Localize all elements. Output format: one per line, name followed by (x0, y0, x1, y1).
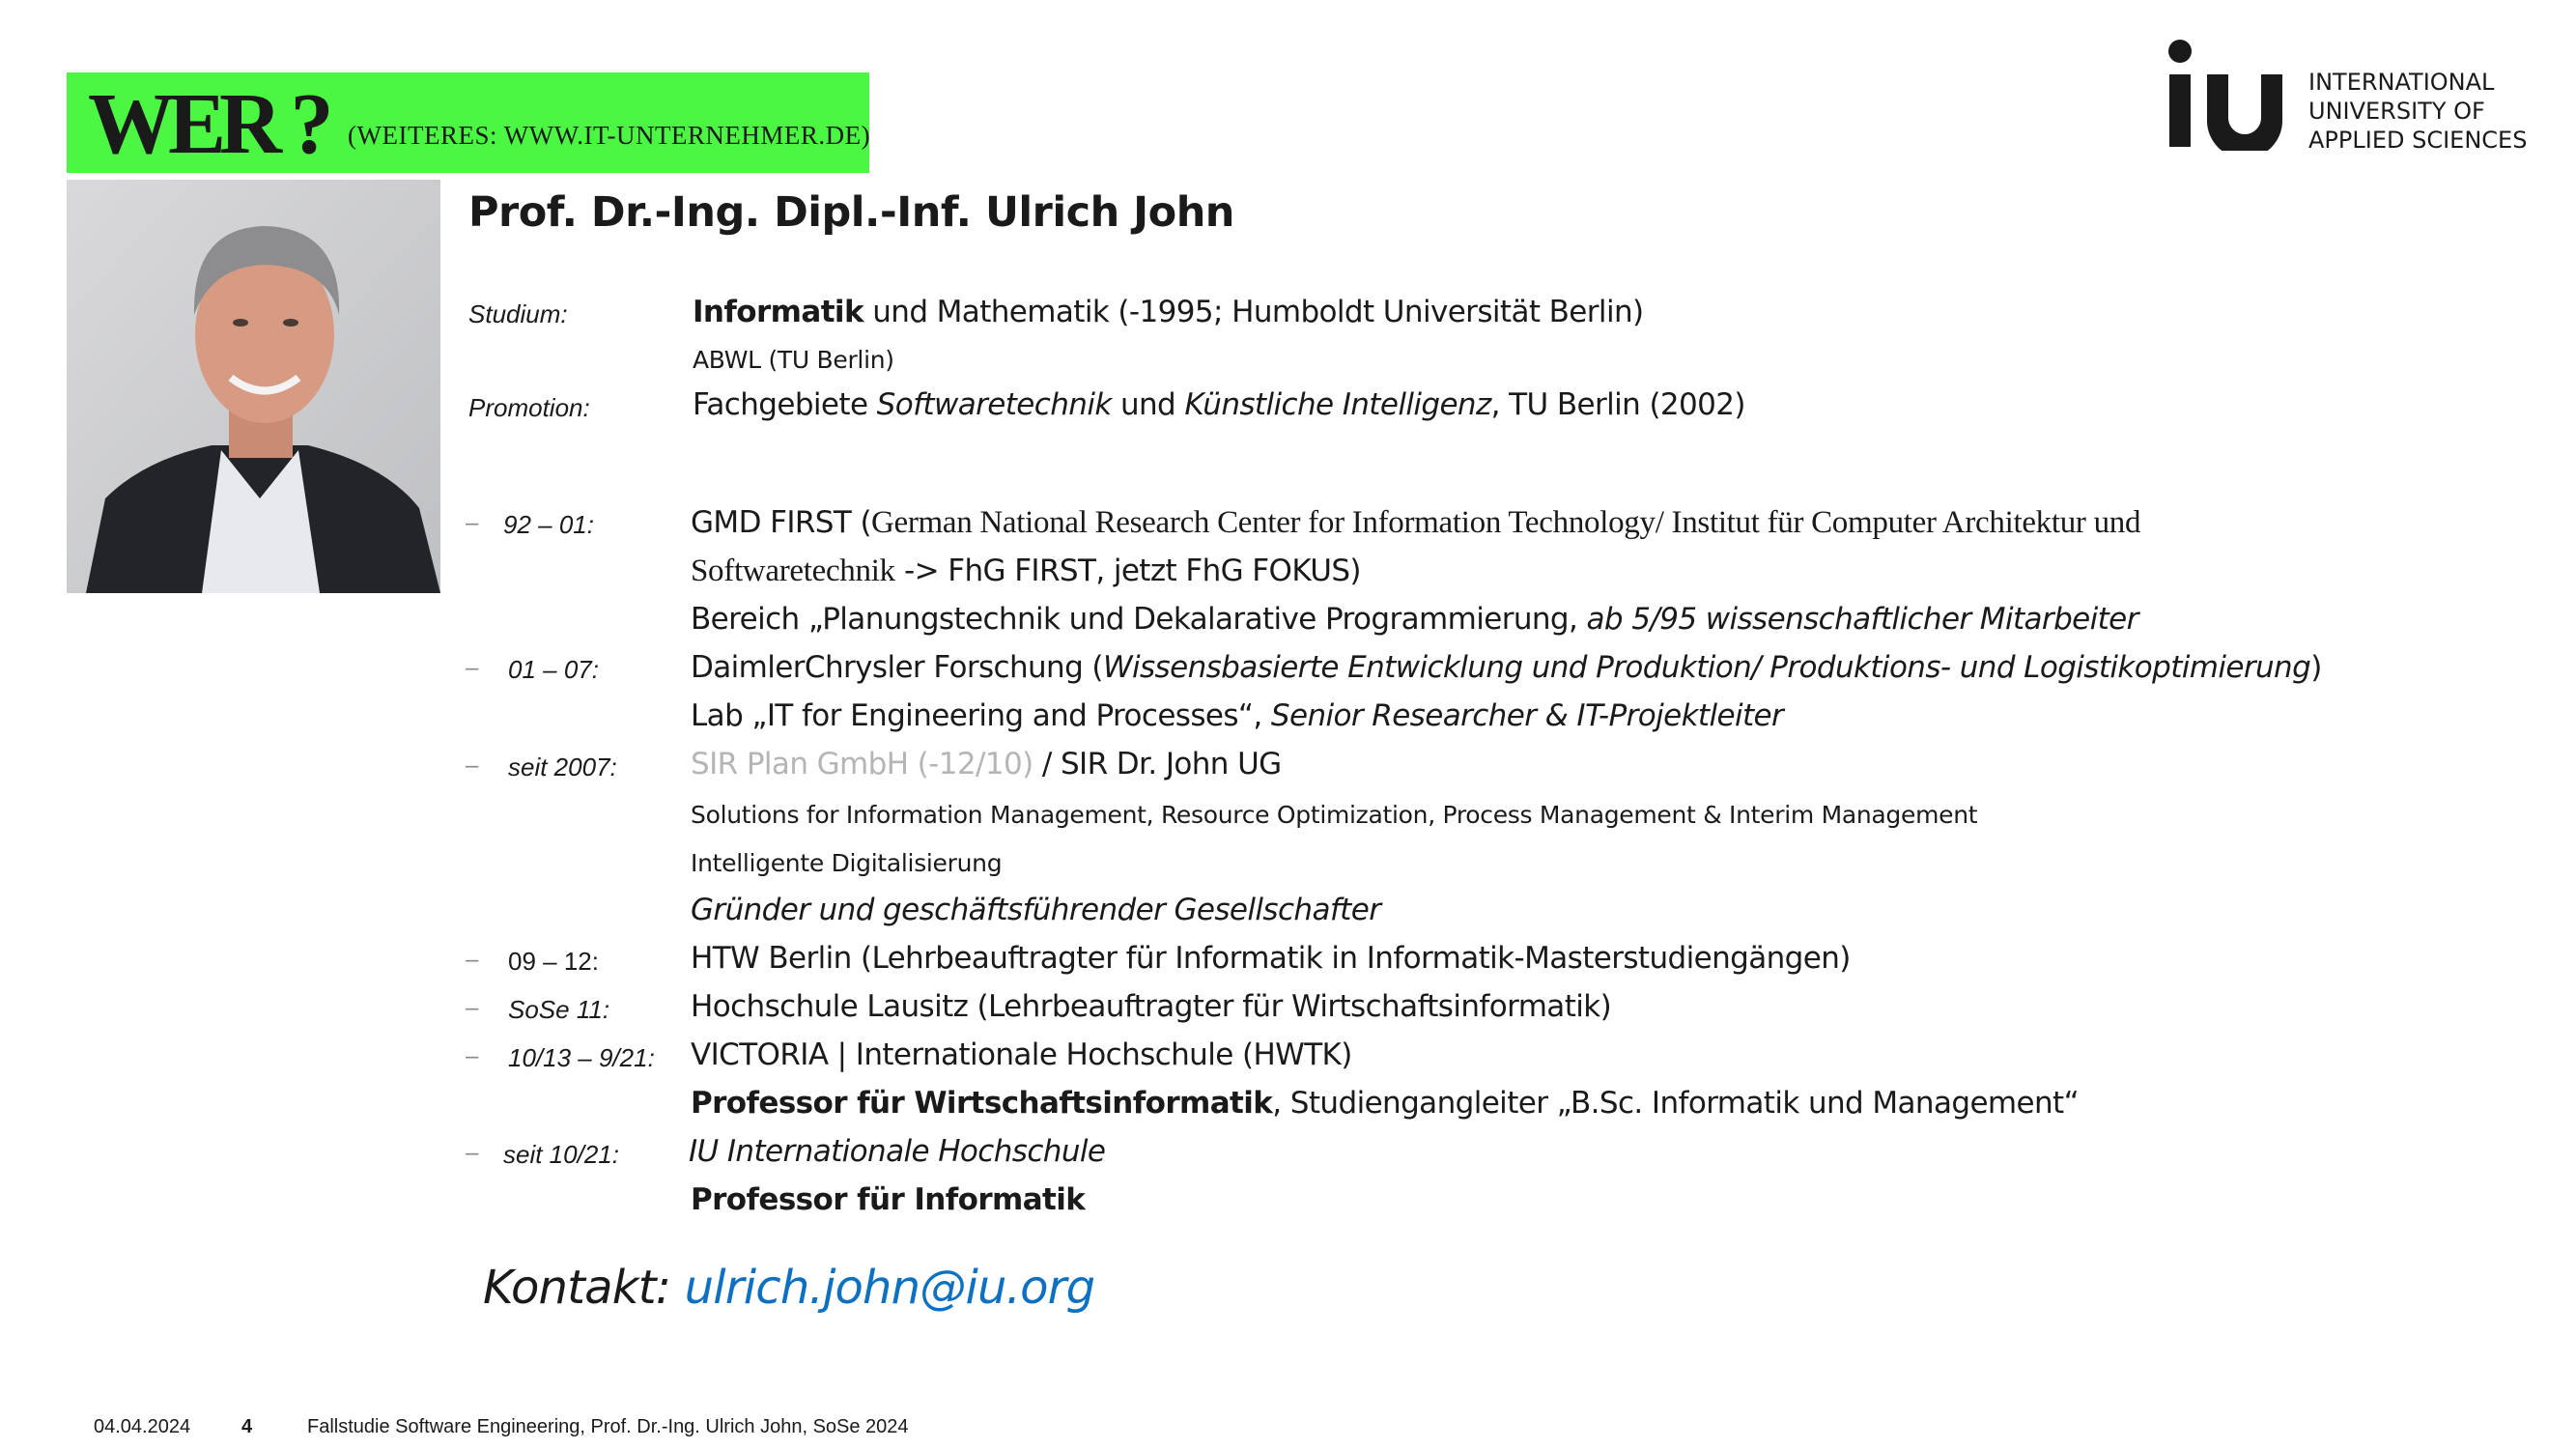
iu-role: Professor für Informatik (691, 1182, 1086, 1217)
studium-extra: ABWL (TU Berlin) (693, 346, 894, 374)
victoria-text: VICTORIA | Internationale Hochschule (HWTK) (691, 1037, 1352, 1072)
portrait-photo (67, 180, 440, 593)
dc-lab: Lab „IT for Engineering and Processes“, (691, 698, 1271, 733)
hsl-text: Hochschule Lausitz (Lehrbeauftragter für Wirtschaftsinformatik) (691, 989, 1612, 1024)
sir-solutions: Solutions for Information Management, Resource Optimization, Process Management & Interim Management (691, 801, 1978, 829)
dc-italic: Wissensbasierte Entwicklung und Produktion/ Produktions- und Logistikoptimierung (1102, 650, 2311, 685)
footer-date: 04.04.2024 (94, 1416, 191, 1437)
victoria-role-rest: , Studiengangleiter „B.Sc. Informatik und Management“ (1272, 1086, 2080, 1121)
dc-text-c: ) (2310, 650, 2322, 685)
htw-text: HTW Berlin (Lehrbeauftragter für Informatik in Informatik-Masterstudiengängen) (691, 941, 1851, 976)
bullet-dash: – (466, 947, 479, 973)
sir-current-company: / SIR Dr. John UG (1033, 747, 1282, 781)
sir-former-company: SIR Plan GmbH (-12/10) (691, 747, 1033, 781)
gmd-area: Bereich „Planungstechnik und Dekalarative Programmierung, (691, 602, 1587, 637)
slide-title: WER ? (88, 76, 327, 172)
bullet-dash: – (466, 1043, 479, 1069)
dc-period: 01 – 07: (508, 655, 599, 684)
gmd-text-a: GMD FIRST ( (691, 505, 871, 540)
footer-page-number: 4 (241, 1416, 253, 1437)
logo-line-3: APPLIED SCIENCES (2308, 127, 2528, 154)
logo-line-1: INTERNATIONAL (2308, 69, 2495, 96)
gmd-serif-text: German National Research Center for Information Technology/ Institut für Computer Architektur und (870, 505, 2141, 540)
bullet-dash: – (466, 995, 479, 1021)
gmd-line-3 (691, 602, 2138, 637)
gmd-period: 92 – 01: (503, 510, 594, 539)
hsl-period: SoSe 11: (508, 995, 610, 1024)
bullet-dash: – (466, 1140, 479, 1166)
sir-digitalisierung: Intelligente Digitalisierung (691, 849, 1003, 877)
promotion-value (693, 387, 1745, 422)
gmd-serif-text-2: Softwaretechnik (691, 554, 895, 588)
victoria-period: 10/13 – 9/21: (508, 1043, 655, 1072)
title-bar (67, 72, 869, 173)
bullet-dash: – (466, 753, 479, 779)
dc-line-1 (691, 650, 2322, 685)
slide-subtitle: (WEITERES: WWW.IT-UNTERNEHMER.DE) (348, 121, 871, 150)
contact-line (483, 1261, 1094, 1315)
footer-text: Fallstudie Software Engineering, Prof. Dr.-Ing. Ulrich John, SoSe 2024 (307, 1416, 909, 1437)
dc-lab-italic: Senior Researcher & IT-Projektleiter (1270, 698, 1784, 733)
promotion-text-a: Fachgebiete (693, 387, 877, 422)
gmd-area-italic: ab 5/95 wissenschaftlicher Mitarbeiter (1586, 602, 2138, 637)
promotion-text-b: und (1111, 387, 1185, 422)
iu-text: IU Internationale Hochschule (689, 1134, 1106, 1169)
gmd-line-2 (691, 554, 1361, 589)
person-name: Prof. Dr.-Ing. Dipl.-Inf. Ulrich John (468, 188, 1234, 237)
studium-value (693, 295, 1644, 329)
promotion-italic-1: Softwaretechnik (876, 387, 1112, 422)
contact-email-link[interactable]: ulrich.john@iu.org (684, 1261, 1095, 1315)
studium-bold: Informatik (693, 295, 863, 329)
sir-period: seit 2007: (508, 753, 617, 781)
logo-wordmark (2308, 68, 2527, 155)
victoria-role (691, 1086, 2079, 1121)
logo-line-2: UNIVERSITY OF (2308, 98, 2485, 125)
contact-label: Kontakt: (483, 1261, 685, 1315)
studium-rest: und Mathematik (-1995; Humboldt Universität Berlin) (863, 295, 1644, 329)
sir-line-1 (691, 747, 1282, 781)
bullet-dash: – (466, 510, 479, 536)
promotion-italic-2: Künstliche Intelligenz (1184, 387, 1491, 422)
victoria-role-bold: Professor für Wirtschaftsinformatik (691, 1086, 1273, 1121)
iu-logo-icon (2168, 39, 2294, 151)
dc-line-2 (691, 698, 1783, 733)
studium-label: Studium: (468, 299, 568, 328)
htw-period: 09 – 12: (508, 947, 599, 976)
sir-role: Gründer und geschäftsführender Gesellschafter (691, 893, 1381, 927)
promotion-text-c: , TU Berlin (2002) (1490, 387, 1745, 422)
gmd-line-1 (691, 505, 2140, 541)
promotion-label: Promotion: (468, 393, 590, 422)
iu-period: seit 10/21: (503, 1140, 619, 1169)
dc-text-a: DaimlerChrysler Forschung ( (691, 650, 1103, 685)
gmd-text-c: -> FhG FIRST, jetzt FhG FOKUS) (894, 554, 1361, 588)
bullet-dash: – (466, 655, 479, 681)
